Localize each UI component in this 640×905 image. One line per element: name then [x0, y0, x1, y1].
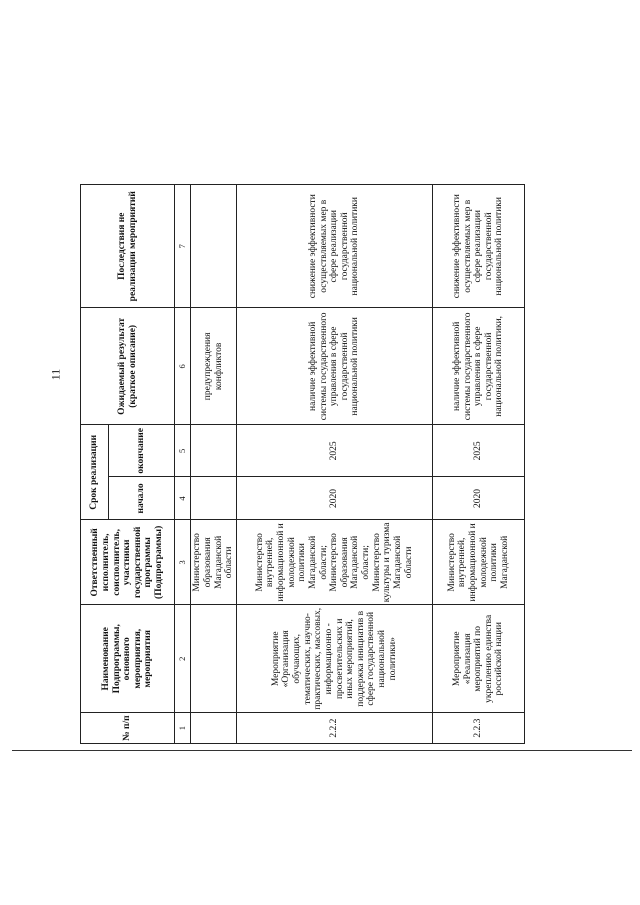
column-number: 7 — [175, 185, 191, 308]
header-start: начало — [109, 477, 175, 520]
row-no — [191, 713, 237, 744]
column-number: 2 — [175, 605, 191, 713]
row-name — [191, 605, 237, 713]
row-end: 2025 — [237, 425, 433, 477]
rotated-table-wrapper — [80, 184, 525, 744]
header-responsible: Ответственный исполнитель, соисполнитель, участники государственной программы (Подпрограммы) — [81, 520, 175, 605]
table-row — [237, 185, 433, 744]
row-start — [191, 477, 237, 520]
row-end — [191, 425, 237, 477]
row-name: Мероприятие «Организация обучающих, тематических, научно-практических, массовых, информационно - просветительских и иных мероприятий, поддержка инициатив в сфере государственной национальной политики» — [237, 605, 433, 713]
header-term: Срок реализации — [81, 425, 109, 520]
row-responsible: Министерство внутренней, информационной и молодежной политики Магаданской — [433, 520, 525, 605]
column-number: 4 — [175, 477, 191, 520]
row-end: 2025 — [433, 425, 525, 477]
row-result: наличие эффективной системы государственного управления в сфере государственной национальной политики, — [433, 308, 525, 425]
header-no: № п/п — [81, 713, 175, 744]
column-number-row — [175, 185, 191, 744]
row-start: 2020 — [433, 477, 525, 520]
header-consequence: Последствия не реализации мероприятий — [81, 185, 175, 308]
row-no: 2.2.3 — [433, 713, 525, 744]
table-row — [433, 185, 525, 744]
measures-table — [80, 184, 525, 744]
column-number: 6 — [175, 308, 191, 425]
header-result: Ожидаемый результат (краткое описание) — [81, 308, 175, 425]
row-result: наличие эффективной системы государственного управления в сфере государственной национальной политики — [237, 308, 433, 425]
row-name: Мероприятие «Реализация мероприятий по укреплению единства российской нации — [433, 605, 525, 713]
column-number: 1 — [175, 713, 191, 744]
row-consequence — [191, 185, 237, 308]
row-consequence: снижение эффективности осуществляемых мер в сфере реализации государственной национальной политики — [433, 185, 525, 308]
row-result: предупреждения конфликтов — [191, 308, 237, 425]
row-start: 2020 — [237, 477, 433, 520]
row-responsible: Министерство внутренней, информационной и молодежной политики Магаданской области; Министерство образования Магаданской области; Министерство культуры и туризма Магаданской области — [237, 520, 433, 605]
page-divider — [12, 750, 632, 751]
column-number: 3 — [175, 520, 191, 605]
page-number: 11 — [48, 368, 63, 381]
header-name: Наименование Подпрограммы, основного мероприятия, мероприятия — [81, 605, 175, 713]
table-row — [191, 185, 237, 744]
header-end: окончание — [109, 425, 175, 477]
column-number: 5 — [175, 425, 191, 477]
row-responsible: Министерство образования Магаданской области — [191, 520, 237, 605]
row-no: 2.2.2 — [237, 713, 433, 744]
row-consequence: снижение эффективности осуществляемых мер в сфере реализации государственной национальной политики — [237, 185, 433, 308]
